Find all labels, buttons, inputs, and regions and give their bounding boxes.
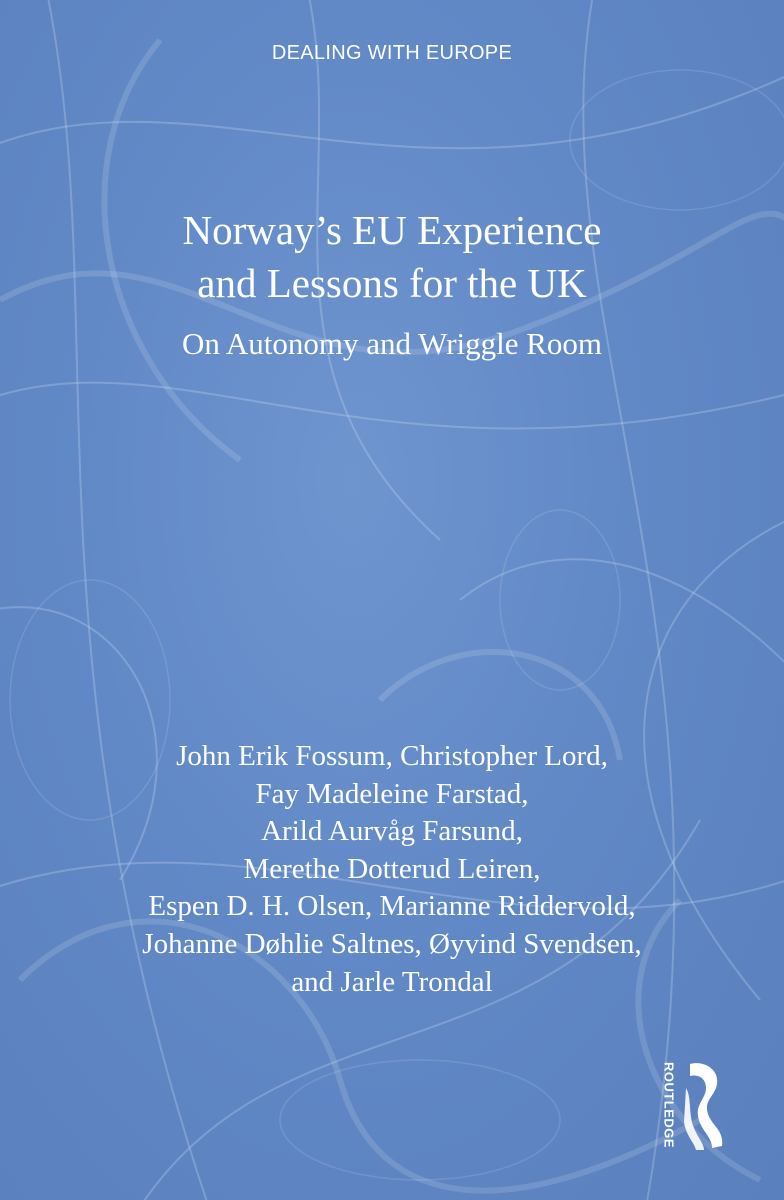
book-subtitle: On Autonomy and Wriggle Room [181, 326, 603, 361]
publisher-name [660, 1058, 678, 1152]
publisher-logo [660, 1058, 728, 1152]
publisher-name-text: ROUTLEDGE [661, 1061, 677, 1149]
author-line: and Jarle Trondal [291, 965, 493, 998]
author-line: Fay Madeleine Farstad, [255, 777, 529, 810]
book-title-line-1: Norway’s EU Experience [182, 207, 602, 253]
author-line: Arild Aurvåg Farsund, [261, 815, 523, 848]
book-title-line-2: and Lessons for the UK [197, 260, 587, 306]
routledge-mark-icon [682, 1058, 728, 1152]
author-line: John Erik Fossum, Christopher Lord, [176, 740, 608, 772]
series-title: DEALING WITH EUROPE [271, 42, 513, 64]
book-title [0, 204, 784, 310]
author-line: Johanne Døhlie Saltnes, Øyvind Svendsen, [142, 927, 642, 960]
author-line: Merethe Dotterud Leiren, [243, 852, 541, 885]
author-list [0, 738, 784, 1001]
author-line: Espen D. H. Olsen, Marianne Riddervold, [148, 890, 636, 923]
